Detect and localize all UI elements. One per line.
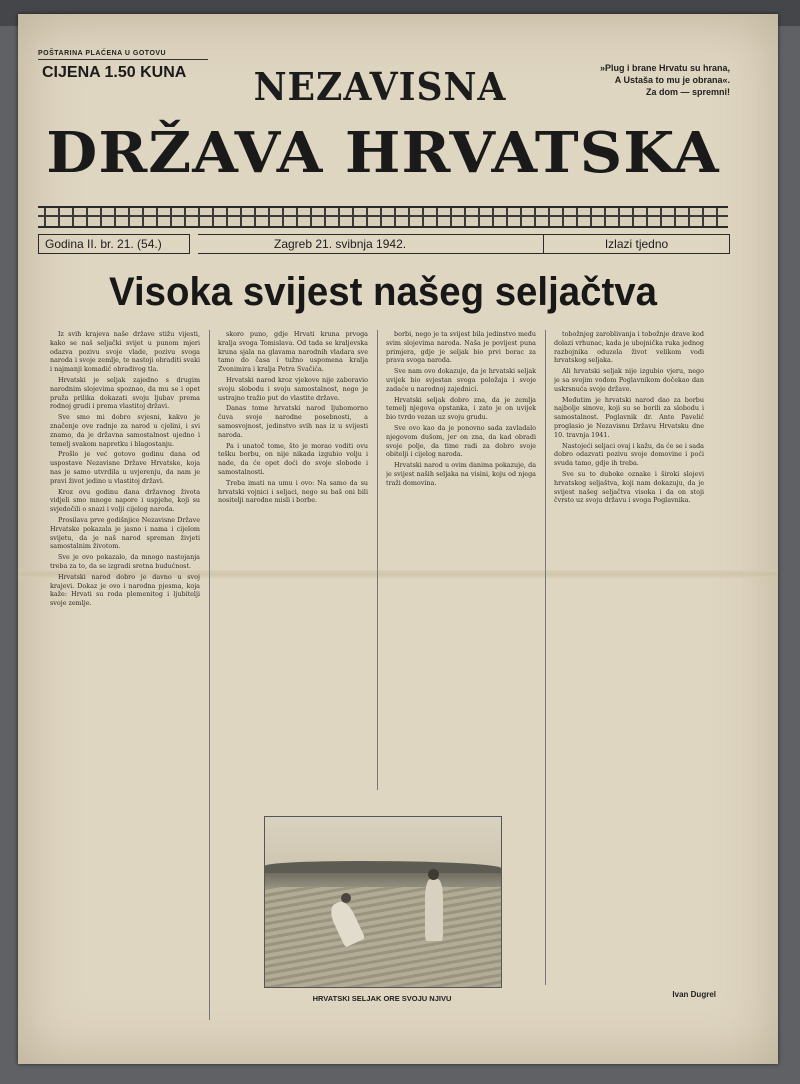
masthead-subtitle: NEZAVISNA [253, 64, 507, 109]
paragraph: Danas tome hrvatski narod ljubomorno čuva svoje narodne posebnosti, a samosvojnost, jedinstvo svih nas iz u svijesti naroda. [218, 404, 368, 439]
issue-date-text: Zagreb 21. svibnja 1942. [274, 237, 407, 251]
paragraph: Sve smo mi dobro svjesni, kakvo je značenje ove radnje za narod u cjelini, i svi znamo, da je državna samostalnost ujedno i temelj svakom napretku i blagostanju. [50, 413, 200, 448]
motto-line-1: »Plug i brane Hrvatu su hrana, [599, 63, 730, 73]
article-column-4 [554, 330, 704, 985]
column-rule [545, 330, 546, 985]
paragraph: skoro puno, gdje Hrvati kruna prvoga kralja svoga Tomislava. Od tada se kraljevska kruna sjala na glavama narodnih vladara sve tamo do časa i tužno uspomena kralja Zvonimira i kralja Petra Svačića. [218, 330, 368, 374]
paragraph: Hrvatski seljak dobro zna, da je zemlja temelj njegova opstanka, i zato je on uvijek bio tvrdo vezan uz svoju grudu. [386, 395, 536, 422]
paragraph: Pa i unatoč tome, što je morao voditi ovu tešku borbu, on nije nikada izgubio volju i nade, da će opet doći do svoje slobode i samostalnosti. [218, 441, 368, 476]
paragraph: Hrvatski narod dobro je davno u svoj krajevi. Dokaz je ovo i narodna pjesma, koja kaže: Hrvati su roda plemenitog i ljubitelji svoje zemlje. [50, 572, 200, 608]
motto-line-3: Za dom — spremni! [645, 87, 730, 97]
price-label: CIJENA 1.50 KUNA [42, 64, 187, 81]
paragraph: Prosilava prve godišnjice Nezavisne Države Hrvatske pokazala je jasno i nama i cijelom svijetu, da je naš narod spreman živjeti samostalnim životom. [50, 515, 200, 551]
paragraph: Ali hrvatski seljak nije izgubio vjeru, nego je sa svojim vođom Poglavnikom dočekao dan uskrsnuća svoje države. [554, 367, 704, 393]
paragraph: Sve ovo kao da je ponovno sada zavladalo njegovom dušom, jer on zna, da kad obradi svoje polje, da time radi za dobro svoje obitelji i cijelog naroda. [386, 423, 536, 459]
paragraph: Sve je ovo pokazalo, da mnogo nastojanja treba za to, da se izgradi sretna budućnost. [50, 553, 200, 570]
paragraph: borbi, nego je ta svijest bila jedinstvo među svim slojevima naroda. Naša je povijest puna primjera, gdje je seljak bio prvi borac za prava svoga naroda. [386, 330, 536, 365]
article-column-2 [218, 330, 368, 790]
issue-bar [38, 234, 728, 254]
paragraph: Iz svih krajeva naše države stižu vijesti, kako se naš seljački svijet u punom mjeri odazva pozivu svoje vlade, pozivu svoga naroda i svoje zemlje, te nastoji obraditi svaki i najmanji komadić obradivog tla. [50, 330, 200, 374]
photo-farmer-head [341, 893, 351, 903]
article-photo [264, 816, 502, 988]
paragraph: Kroz ovu godinu dana državnog života vidjeli smo mnoge napore i uspjehe, koji su svjedočili o snazi i volji cijelog naroda. [50, 487, 200, 514]
photo-hills [265, 861, 501, 873]
paragraph: Sve nam ovo dokazuje, da je hrvatski seljak uvijek bio svjestan svoga položaja i svoje zadaće u narodnoj zajednici. [386, 367, 536, 393]
paragraph: Nastojeći seljaci ovaj i kažu, da će se i sada dobro odazvati pozivu svoje domovine i poći svuda tamo, gdje ih treba. [554, 441, 704, 468]
paragraph: Međutim je hrvatski narod dao za borbu najbolje sinove, koji su se borili za slobodu i samostalnost. Poglavnik dr. Ante Pavelić proglasio je Nezavisnu Državu Hrvatsku dne 10. travnja 1941. [554, 395, 704, 439]
article-column-3 [386, 330, 536, 790]
article-column-1 [50, 330, 200, 1020]
paragraph: Hrvatski narod u ovim danima pokazuje, da je svijest naših seljaka na visini, koju od njega traži domovina. [386, 461, 536, 487]
photo-field [265, 887, 501, 987]
paragraph: Prošlo je već gotovo godinu dana od uspostave Nezavisne Države Hrvatske, koja nas je samo utvrdila u uvjerenju, da nam je pravi život jedino u vlastitoj državi. [50, 450, 200, 485]
photo-farmer-head [428, 869, 439, 880]
article-body [50, 330, 720, 1030]
masthead-title: DRŽAVA HRVATSKA [46, 120, 720, 186]
postage-note: POŠTARINA PLAĆENA U GOTOVU [38, 50, 208, 60]
article-author: Ivan Dugrel [672, 990, 716, 999]
paragraph: Sve su to dubokе oznake i široki slojevi hrvatskog seljaštva, koji nam dokazuju, da je svijest našeg seljačtva visoka i da on stoji čvrsto uz svoju državu i svoga Poglavnika. [554, 469, 704, 505]
article-headline: Visoka svijest našeg seljačtva [109, 270, 657, 314]
paragraph: tobožnjeg zaroblivanja i tobožnje drave kod dolazi vrhunac, kada je ubojnička ruka jednog razbojnika oduzela život velikom vođi hrvatskog seljaka. [554, 330, 704, 365]
ornamental-border [38, 206, 728, 228]
photo-farmer [425, 879, 443, 941]
paragraph: Treba imati na umu i ovo: Na samo da su hrvatski vojnici i seljaci, nego su baš oni bili nositelji narodne misli i borbe. [218, 478, 368, 505]
column-rule [209, 330, 210, 1020]
issue-volume: Godina II. br. 21. (54.) [38, 234, 190, 254]
paragraph: Hrvatski narod kroz vjekove nije zaboravio svoju slobodu i svoju samostalnost, nego je ustrajno tražio put do vlastite države. [218, 375, 368, 402]
issue-frequency: Izlazi tjedno [543, 234, 730, 254]
motto-line-2: A Ustaša to mu je obrana«. [614, 75, 730, 85]
motto [540, 62, 730, 98]
column-rule [377, 330, 378, 790]
photo-caption: HRVATSKI SELJAK ORE SVOJU NJIVU [312, 994, 452, 1003]
paragraph: Hrvatski je seljak zajedno s drugim narodnim slojevima spoznao, da mu se i opet pruža prilika dokazati svoju ljubav prema rodnoj grudi i prema vlastitoj državi. [50, 375, 200, 411]
issue-date [198, 234, 550, 254]
